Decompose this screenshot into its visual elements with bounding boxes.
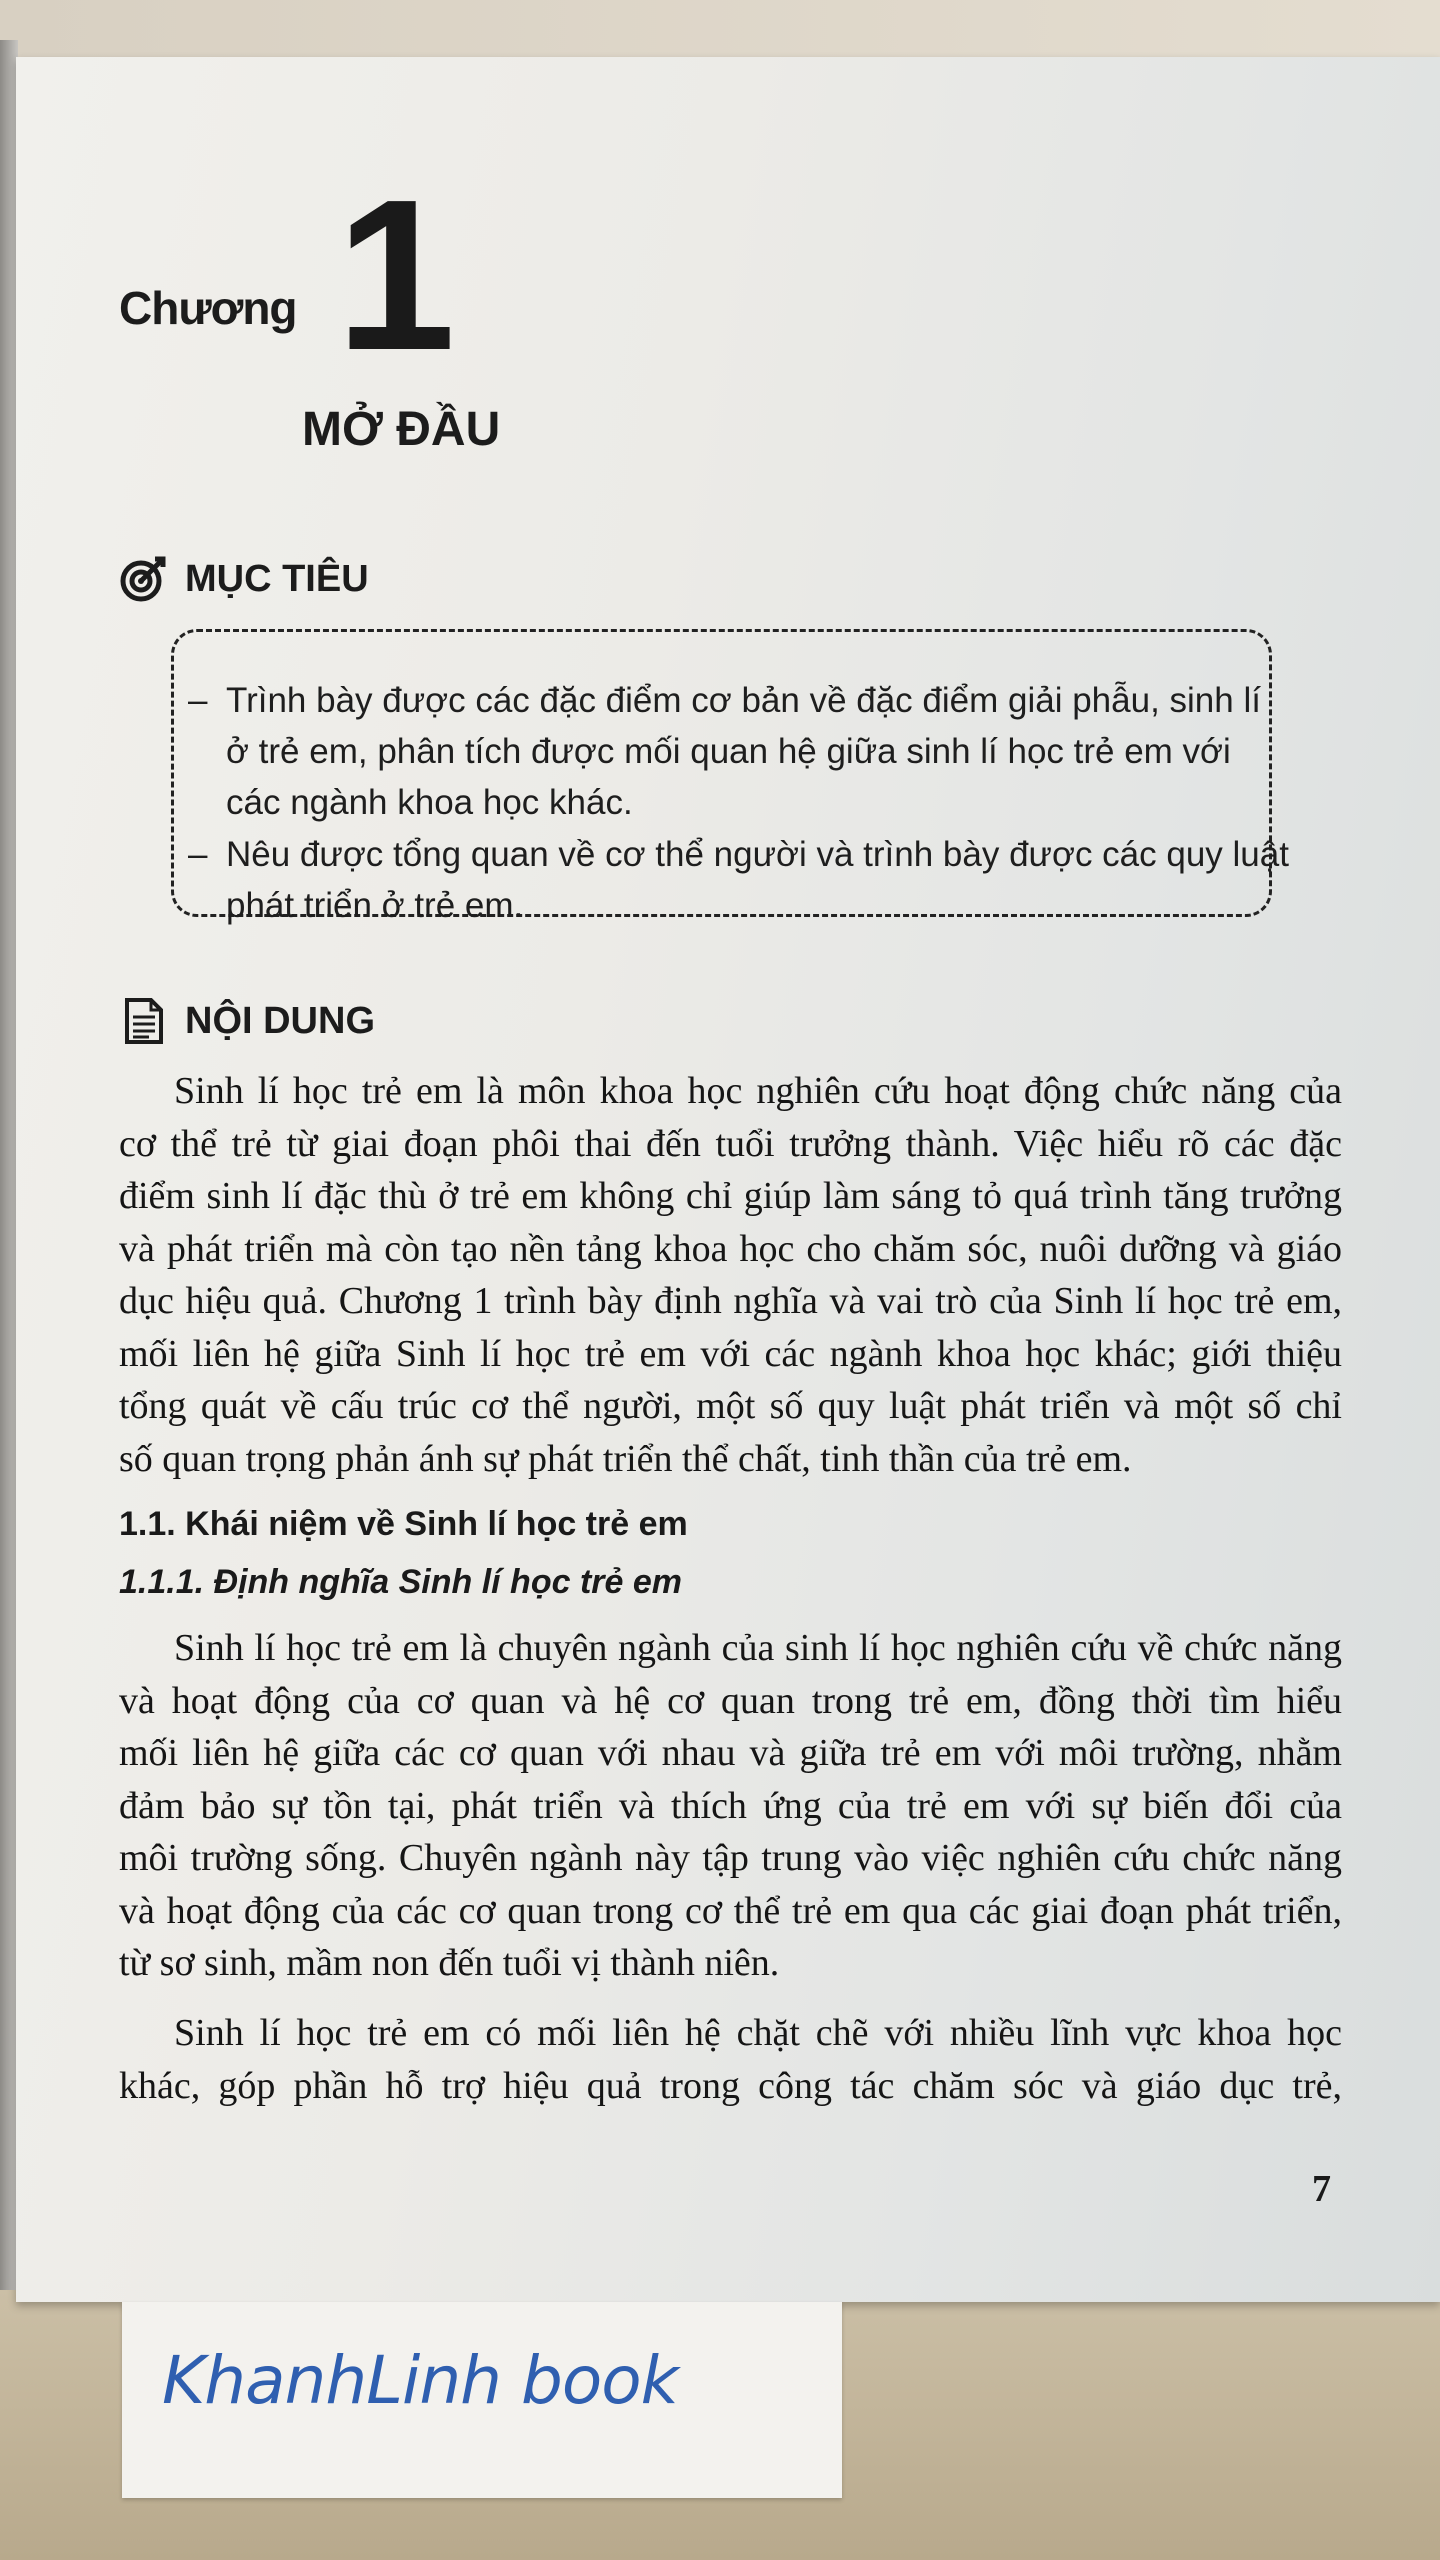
text-line: mối liên hệ giữa các cơ quan với nhau và giữa trẻ em với môi trường, nhằm <box>119 1732 1342 1774</box>
bullet-dash: – <box>188 835 208 874</box>
objective-line: phát triển ở trẻ em. <box>226 886 524 925</box>
section-heading-1-1-1: 1.1.1. Định nghĩa Sinh lí học trẻ em <box>119 1563 682 1601</box>
text-line: dục hiệu quả. Chương 1 trình bày định nghĩa và vai trò của Sinh lí học trẻ em, <box>119 1280 1342 1322</box>
objective-item <box>188 829 1289 931</box>
chapter-label: Chương <box>119 282 297 334</box>
objective-line: ở trẻ em, phân tích được mối quan hệ giữa sinh lí học trẻ em với <box>226 732 1231 771</box>
content-heading <box>119 997 375 1045</box>
text-line: cơ thể trẻ từ giai đoạn phôi thai đến tuổi trưởng thành. Việc hiểu rõ các đặc <box>119 1122 1342 1165</box>
chapter-title: MỞ ĐẦU <box>302 403 501 456</box>
text-line: tổng quát về cấu trúc cơ thể người, một số quy luật phát triển và một số chỉ <box>119 1385 1342 1427</box>
page-number: 7 <box>1312 2168 1331 2210</box>
sticker-text: KhanhLinh book <box>162 2342 678 2419</box>
objective-item <box>188 675 1261 828</box>
objective-line: các ngành khoa học khác. <box>226 783 633 822</box>
handwritten-sticker <box>122 2302 842 2498</box>
book-page <box>16 57 1440 2302</box>
objective-line: Nêu được tổng quan về cơ thể người và trình bày được các quy luật <box>226 835 1289 874</box>
text-line: khác, góp phần hỗ trợ hiệu quả trong công tác chăm sóc và giáo dục trẻ, <box>119 2064 1342 2107</box>
intro-paragraph <box>119 1065 1342 1485</box>
text-line: từ sơ sinh, mầm non đến tuổi vị thành niên. <box>119 1942 780 1984</box>
text-line: số quan trọng phản ánh sự phát triển thể chất, tinh thần của trẻ em. <box>119 1437 1132 1480</box>
text-line: và phát triển mà còn tạo nền tảng khoa học cho chăm sóc, nuôi dưỡng và giáo <box>119 1227 1342 1270</box>
relations-paragraph <box>119 2007 1342 2112</box>
text-line: Sinh lí học trẻ em có mối liên hệ chặt chẽ với nhiều lĩnh vực khoa học <box>174 2012 1342 2054</box>
definition-paragraph <box>119 1622 1342 1990</box>
text-line: Sinh lí học trẻ em là môn khoa học nghiên cứu hoạt động chức năng của <box>174 1070 1342 1112</box>
chapter-number: 1 <box>336 154 456 395</box>
background-surface <box>0 0 1440 60</box>
objectives-heading-text: MỤC TIÊU <box>185 557 369 600</box>
target-icon <box>119 555 167 603</box>
content-heading-text: NỘI DUNG <box>185 999 375 1042</box>
text-line: điểm sinh lí đặc thù ở trẻ em không chỉ giúp làm sáng tỏ quá trình tăng trưởng <box>119 1175 1342 1217</box>
text-line: môi trường sống. Chuyên ngành này tập trung vào việc nghiên cứu chức năng <box>119 1837 1342 1879</box>
text-line: mối liên hệ giữa Sinh lí học trẻ em với các ngành khoa học khác; giới thiệu <box>119 1332 1342 1375</box>
document-icon <box>119 997 167 1045</box>
text-line: và hoạt động của các cơ quan trong cơ thể trẻ em qua các giai đoạn phát triển, <box>119 1889 1342 1932</box>
bullet-dash: – <box>188 681 208 720</box>
text-line: Sinh lí học trẻ em là chuyên ngành của sinh lí học nghiên cứu về chức năng <box>174 1627 1342 1669</box>
text-line: đảm bảo sự tồn tại, phát triển và thích ứng của trẻ em với sự biến đổi của <box>119 1784 1342 1827</box>
objectives-heading <box>119 555 369 603</box>
section-heading-1-1: 1.1. Khái niệm về Sinh lí học trẻ em <box>119 1505 688 1543</box>
text-line: và hoạt động của cơ quan và hệ cơ quan trong trẻ em, đồng thời tìm hiểu <box>119 1679 1342 1722</box>
objective-line: Trình bày được các đặc điểm cơ bản về đặc điểm giải phẫu, sinh lí <box>226 681 1261 720</box>
